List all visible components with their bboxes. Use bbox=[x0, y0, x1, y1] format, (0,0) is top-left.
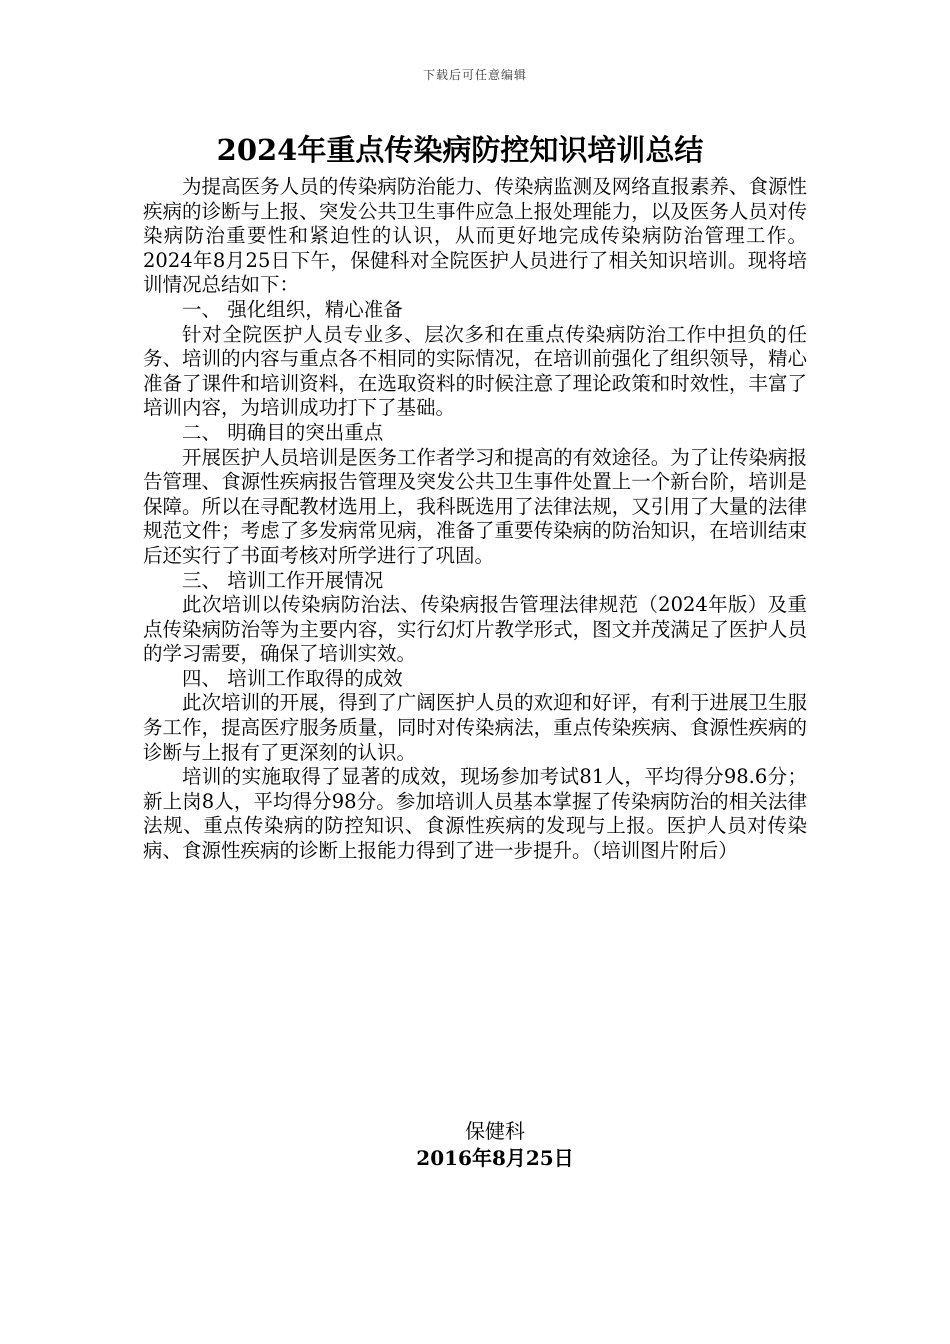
signature-department: 保健科 bbox=[465, 1119, 525, 1143]
section-paragraph-5: 培训的实施取得了显著的成效，现场参加考试81人，平均得分98.6分；新上岗8人，平均得分98分。参加培训人员基本掌握了传染病防治的相关法律法规、重点传染病的防控知识、食源性疾病的发现与上报。医护人员对传染病、食源性疾病的诊断上报能力得到了进一步提升。（培训图片附后） bbox=[143, 765, 807, 863]
signature-block bbox=[340, 1118, 650, 1172]
section-heading-4: 四、 培训工作取得的成效 bbox=[182, 666, 403, 690]
document-body bbox=[143, 175, 807, 864]
section-heading-1: 一、 强化组织，精心准备 bbox=[182, 297, 403, 321]
section-paragraph-1: 针对全院医护人员专业多、层次多和在重点传染病防治工作中担负的任务、培训的内容与重点各不相同的实际情况，在培训前强化了组织领导，精心准备了课件和培训资料，在选取资料的时候注意了理论政策和时效性，丰富了培训内容，为培训成功打下了基础。 bbox=[143, 322, 807, 420]
document-title: 2024年重点传染病防控知识培训总结 bbox=[216, 133, 704, 167]
section-paragraph-3: 此次培训以传染病防治法、传染病报告管理法律规范（2024年版）及重点传染病防治等为主要内容，实行幻灯片教学形式，图文并茂满足了医护人员的学习需要，确保了培训实效。 bbox=[143, 593, 807, 666]
section-paragraph-4: 此次培训的开展，得到了广阔医护人员的欢迎和好评，有利于进展卫生服务工作，提高医疗服务质量，同时对传染病法，重点传染疾病、食源性疾病的诊断与上报有了更深刻的认识。 bbox=[143, 691, 807, 764]
section-heading-3: 三、 培训工作开展情况 bbox=[182, 568, 384, 592]
header-note: 下载后可任意编辑 bbox=[422, 68, 527, 82]
intro-paragraph: 为提高医务人员的传染病防治能力、传染病监测及网络直报素养、食源性疾病的诊断与上报、突发公共卫生事件应急上报处理能力，以及医务人员对传染病防治重要性和紧迫性的认识，从而更好地完成传染病防治管理工作。2024年8月25日下午，保健科对全院医护人员进行了相关知识培训。现将培训情况总结如下： bbox=[143, 175, 807, 297]
signature-date: 2016年8月25日 bbox=[416, 1146, 574, 1170]
section-paragraph-2: 开展医护人员培训是医务工作者学习和提高的有效途径。为了让传染病报告管理、食源性疾病报告管理及突发公共卫生事件处置上一个新台阶，培训是保障。所以在寻配教材选用上，我科既选用了法律法规，又引用了大量的法律规范文件；考虑了多发病常见病，准备了重要传染病的防治知识，在培训结束后还实行了书面考核对所学进行了巩固。 bbox=[143, 445, 807, 567]
section-heading-2: 二、 明确目的突出重点 bbox=[182, 420, 384, 444]
